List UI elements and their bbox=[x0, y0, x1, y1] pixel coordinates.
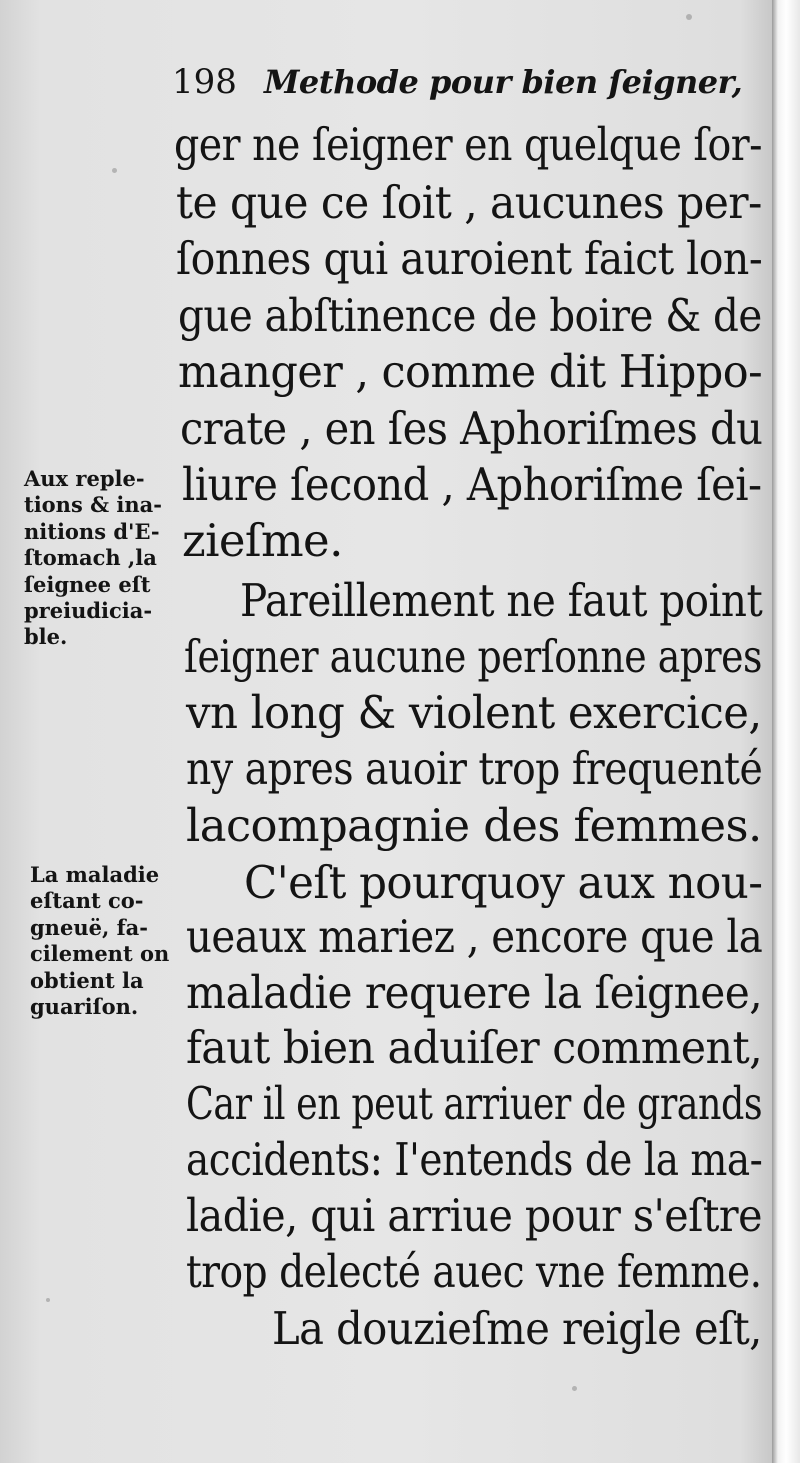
text-line: zieſme. bbox=[182, 514, 343, 567]
text-line: ger ne ſeigner en quelque ſor- bbox=[174, 118, 762, 171]
text-line: gue abſtinence de boire & de bbox=[178, 289, 762, 342]
text-line: manger , comme dit Hippo- bbox=[178, 345, 763, 398]
text-line: Car il en peut arriuer de grands bbox=[186, 1077, 763, 1130]
text-line: faut bien aduiſer comment, bbox=[186, 1021, 763, 1074]
text-line: La douzieſme reigle eſt, bbox=[272, 1302, 762, 1355]
text-line: vn long & violent exercice, bbox=[186, 686, 762, 739]
page-edge bbox=[772, 0, 800, 1463]
paper-speck bbox=[572, 1386, 577, 1391]
text-line: ueaux mariez , encore que la bbox=[186, 910, 763, 963]
text-line: C'eſt pourquoy aux nou- bbox=[244, 856, 763, 909]
text-line: maladie requere la ſeignee, bbox=[186, 966, 763, 1019]
paper-speck bbox=[112, 168, 117, 173]
margin-note: La maladie eſtant co- gneuë, fa- cilement on obtient la guariſon. bbox=[30, 862, 170, 1020]
text-line: te que ce ſoit , aucunes per- bbox=[176, 176, 762, 229]
text-line: ny apres auoir trop frequenté bbox=[186, 742, 763, 795]
text-line: trop delecté auec vne femme. bbox=[186, 1245, 762, 1298]
page-number: 198 bbox=[172, 62, 237, 102]
margin-note: Aux reple- tions & ina- nitions d'E- ſtomach ,la ſeignee eſt preiudicia- ble. bbox=[24, 466, 162, 650]
running-title: Methode pour bien ſeigner, bbox=[264, 63, 743, 101]
paper-speck bbox=[686, 14, 692, 20]
text-line: crate , en ſes Aphoriſmes du bbox=[180, 402, 763, 455]
text-line: ſeigner aucune perſonne apres bbox=[184, 630, 762, 683]
text-line: Pareillement ne faut point bbox=[240, 574, 763, 627]
page-header bbox=[172, 62, 742, 102]
text-line: liure ſecond , Aphoriſme ſei- bbox=[182, 458, 762, 511]
text-line: ſonnes qui auroient faict lon- bbox=[176, 232, 763, 285]
text-line: ladie, qui arriue pour s'eſtre bbox=[186, 1189, 762, 1242]
paper-speck bbox=[46, 1298, 50, 1302]
text-line: lacompagnie des femmes. bbox=[186, 799, 762, 852]
text-line: accidents: I'entends de la ma- bbox=[186, 1133, 763, 1186]
